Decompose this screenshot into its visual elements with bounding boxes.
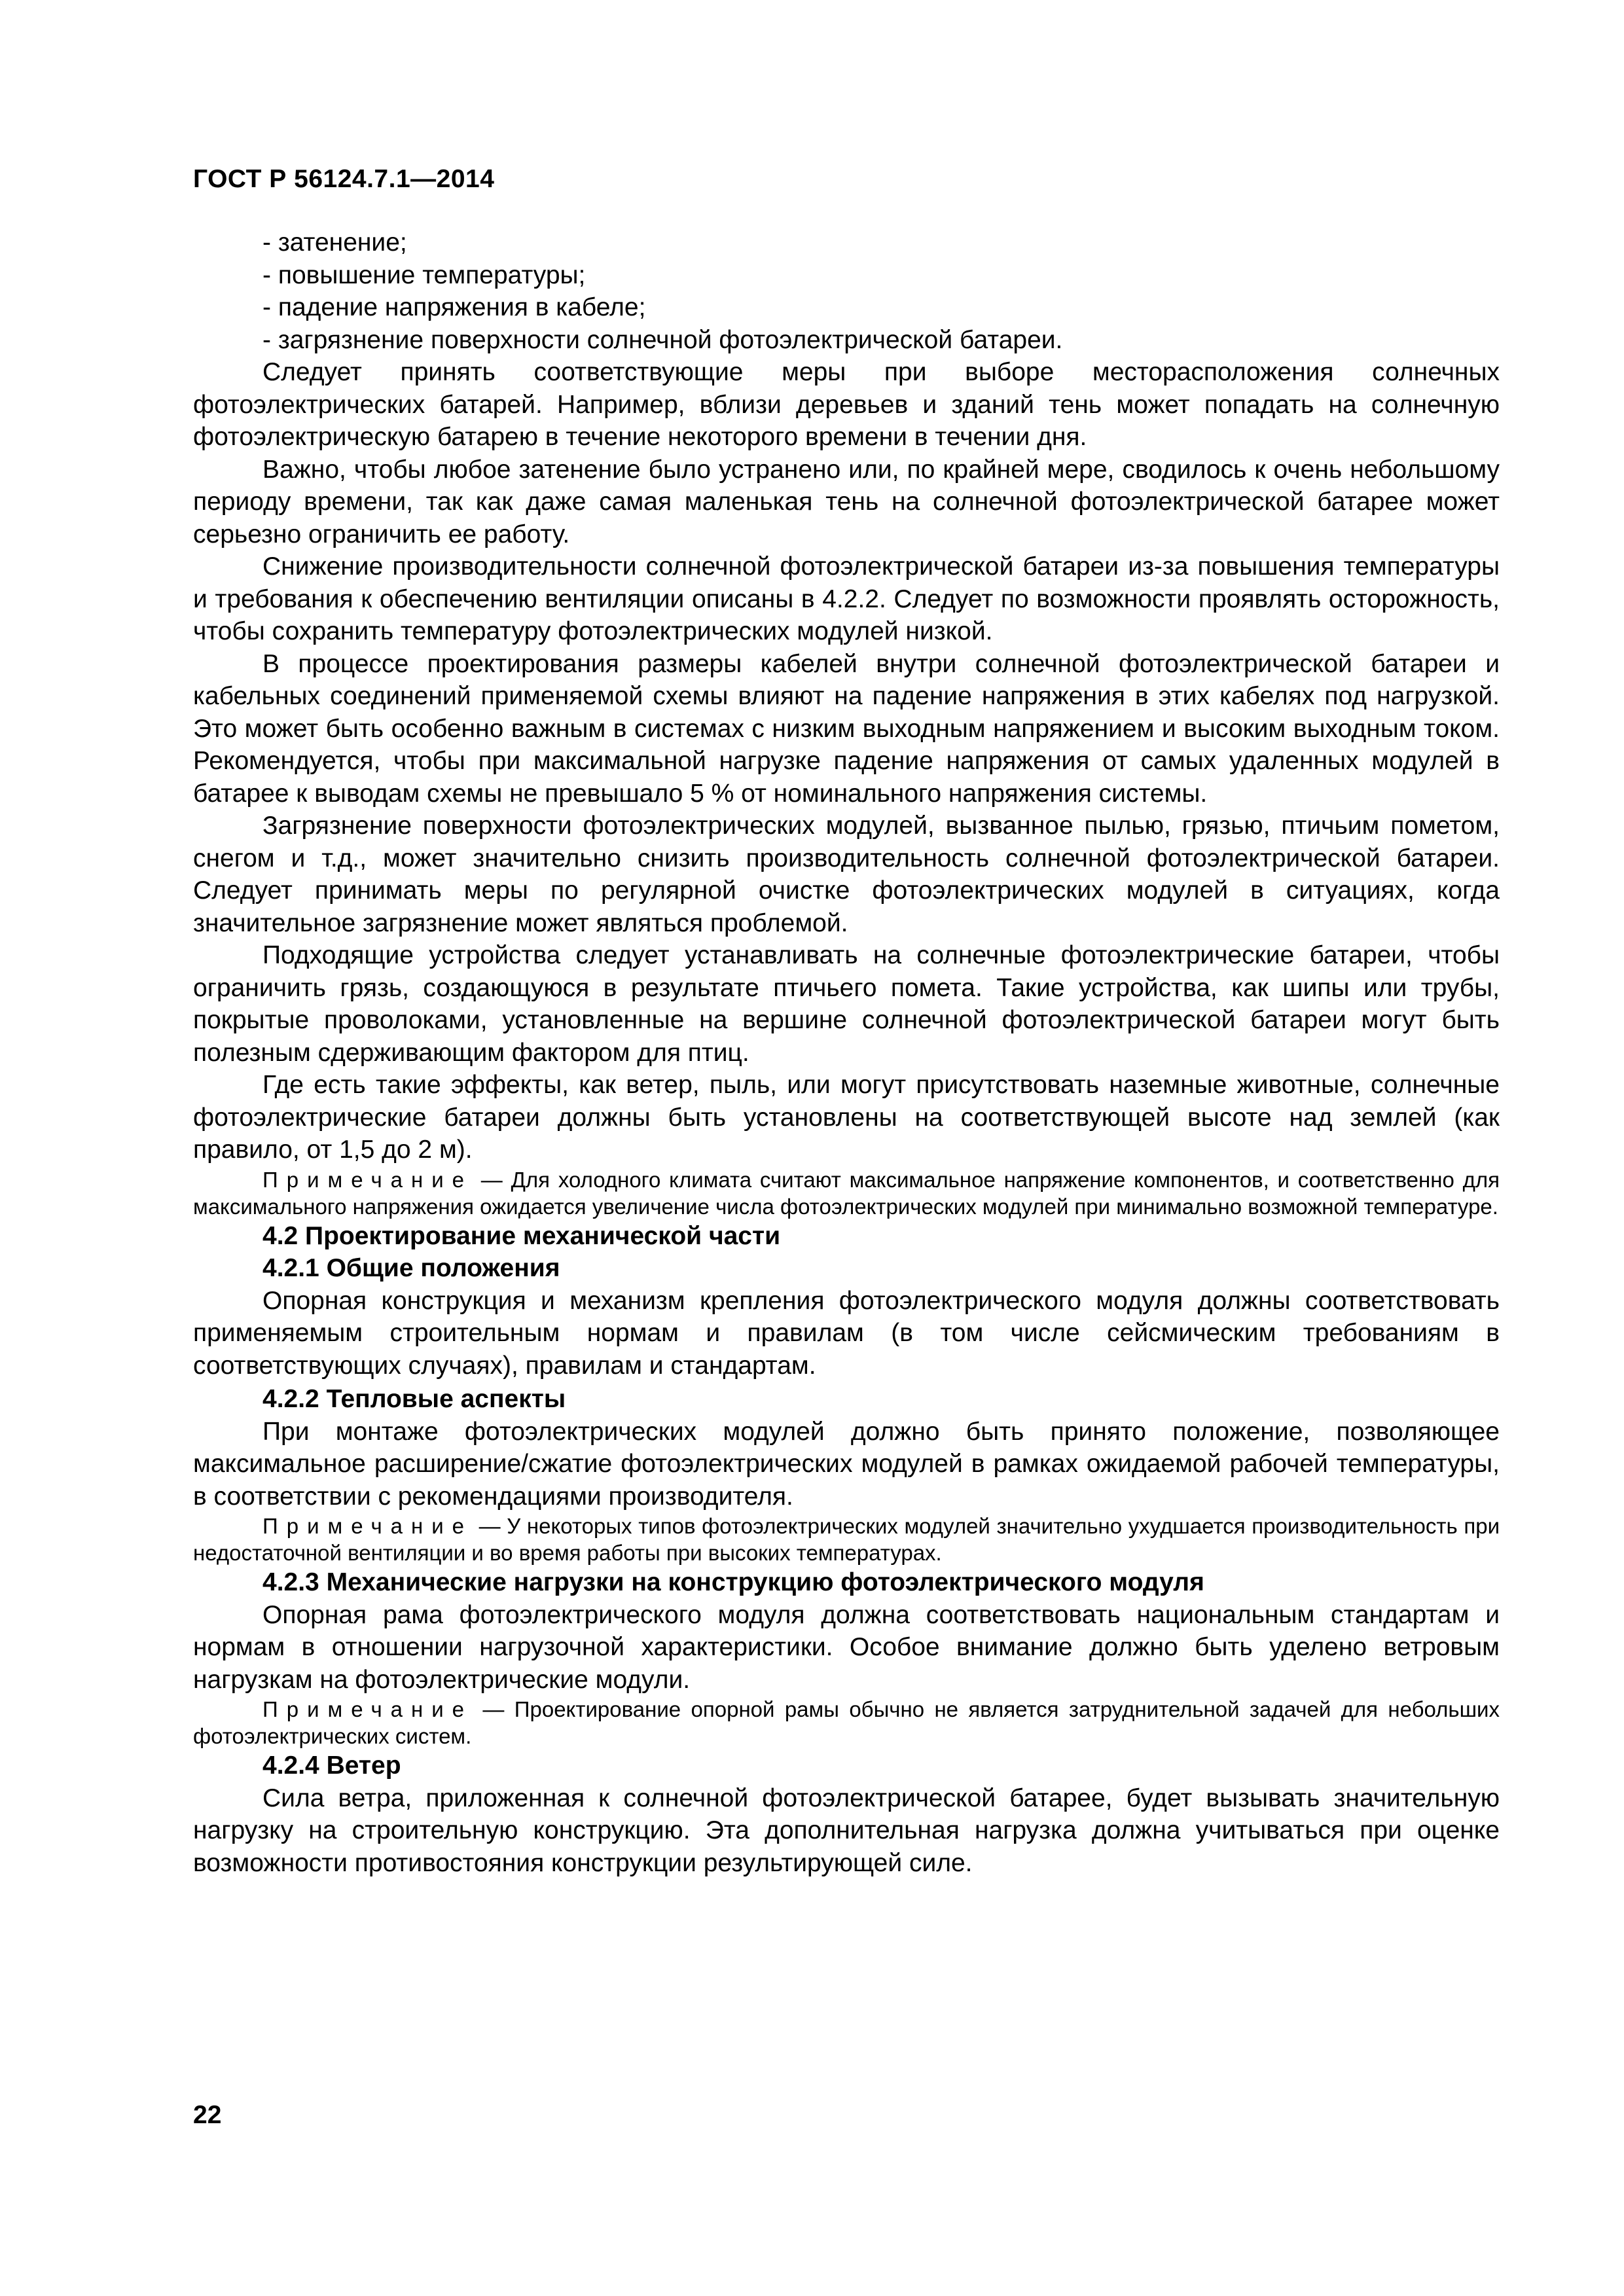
paragraph: Загрязнение поверхности фотоэлектрических модулей, вызванное пылью, грязью, птичьим пометом, снегом и т.д., может значительно снизить производительность солнечной фотоэлектрической батареи. Следует принимать меры по регулярной очистке фотоэлектрических модулей в ситуациях, когда значительное загрязнение может являться проблемой.	[193, 812, 1500, 937]
note-support-frame	[193, 1696, 1500, 1749]
list-item: - падение напряжения в кабеле;	[262, 293, 646, 321]
page-number: 22	[193, 2101, 222, 2129]
list-item: - загрязнение поверхности солнечной фотоэлектрической батареи.	[262, 325, 1063, 354]
note-cold-climate	[193, 1166, 1500, 1220]
paragraph: Следует принять соответствующие меры при выборе месторасположения солнечных фотоэлектрических батарей. Например, вблизи деревьев и зданий тень может попадать на солнечную фотоэлектрическую батарею в течение некоторого времени в течении дня.	[193, 358, 1500, 451]
note-text: — Для холодного климата считают максимальное напряжение компонентов, и соответственно для максимального напряжения ожидается увеличение числа фотоэлектрических модулей при минимально возможной температуре.	[193, 1167, 1500, 1219]
paragraph: В процессе проектирования размеры кабелей внутри солнечной фотоэлектрической батареи и кабельных соединений применяемой схемы влияют на падение напряжения в этих кабелях под нагрузкой. Это может быть особенно важным в системах с низким выходным напряжением и высоким выходным током. Рекомендуется, чтобы при максимальной нагрузке падение напряжения от самых удаленных модулей в батарее к выводам схемы не превышало 5 % от номинального напряжения системы.	[193, 649, 1500, 808]
section-heading-4-2-2: 4.2.2 Тепловые аспекты	[262, 1385, 566, 1413]
paragraph: Снижение производительности солнечной фотоэлектрической батареи из-за повышения температуры и требования к обеспечению вентиляции описаны в 4.2.2. Следует по возможности проявлять осторожность, чтобы сохранить температуру фотоэлектрических модулей низкой.	[193, 552, 1500, 645]
note-label: Примечание	[262, 1167, 473, 1192]
section-heading-4-2-4: 4.2.4 Ветер	[262, 1751, 401, 1780]
section-heading-4-2-3: 4.2.3 Механические нагрузки на конструкцию фотоэлектрического модуля	[262, 1568, 1204, 1596]
section-heading-4-2: 4.2 Проектирование механической части	[262, 1221, 781, 1250]
note-text: — Проектирование опорной рамы обычно не является затруднительной задачей для небольших фотоэлектрических систем.	[193, 1697, 1500, 1748]
page-content	[193, 226, 1500, 1879]
note-label: Примечание	[262, 1514, 473, 1538]
list-item: - повышение температуры;	[262, 260, 586, 289]
section-heading-4-2-1: 4.2.1 Общие положения	[262, 1254, 560, 1282]
note-text: — У некоторых типов фотоэлектрических модулей значительно ухудшается производительность при недостаточной вентиляции и во время работы при высоких температурах.	[193, 1514, 1500, 1565]
document-header: ГОСТ Р 56124.7.1—2014	[193, 165, 495, 193]
section-4-2-4-text: Сила ветра, приложенная к солнечной фотоэлектрической батарее, будет вызывать значительную нагрузку на строительную конструкцию. Эта дополнительная нагрузка должна учитываться при оценке возможности противостояния конструкции результирующей силе.	[193, 1784, 1500, 1877]
list-item: - затенение;	[262, 228, 407, 257]
paragraph: Важно, чтобы любое затенение было устранено или, по крайней мере, сводилось к очень небольшому периоду времени, так как даже самая маленькая тень на солнечной фотоэлектрической батарее может серьезно ограничить ее работу.	[193, 455, 1500, 548]
paragraph: Где есть такие эффекты, как ветер, пыль, или могут присутствовать наземные животные, солнечные фотоэлектрические батареи должны быть установлены на соответствующей высоте над землей (как правило, от 1,5 до 2 м).	[193, 1071, 1500, 1164]
paragraph: Подходящие устройства следует устанавливать на солнечные фотоэлектрические батареи, чтобы ограничить грязь, создающуюся в результате птичьего помета. Такие устройства, как шипы или трубы, покрытые проволоками, установленные на вершине солнечной фотоэлектрической батареи могут быть полезным сдерживающим фактором для птиц.	[193, 941, 1500, 1067]
section-4-2-1-text: Опорная конструкция и механизм крепления фотоэлектрического модуля должны соответствовать применяемым строительным нормам и правилам (в том числе сейсмическим требованиям в соответствующих случаях), правилам и стандартам.	[193, 1286, 1500, 1380]
note-label: Примечание	[262, 1697, 473, 1721]
section-4-2-3-text: Опорная рама фотоэлектрического модуля должна соответствовать национальным стандартам и нормам в отношении нагрузочной характеристики. Особое внимание должно быть уделено ветровым нагрузкам на фотоэлектрические модули.	[193, 1600, 1500, 1694]
note-ventilation	[193, 1513, 1500, 1566]
section-4-2-2-text: При монтаже фотоэлектрических модулей должно быть принято положение, позволяющее максимальное расширение/сжатие фотоэлектрических модулей в рамках ожидаемой рабочей температуры, в соответствии с рекомендациями производителя.	[193, 1417, 1500, 1511]
